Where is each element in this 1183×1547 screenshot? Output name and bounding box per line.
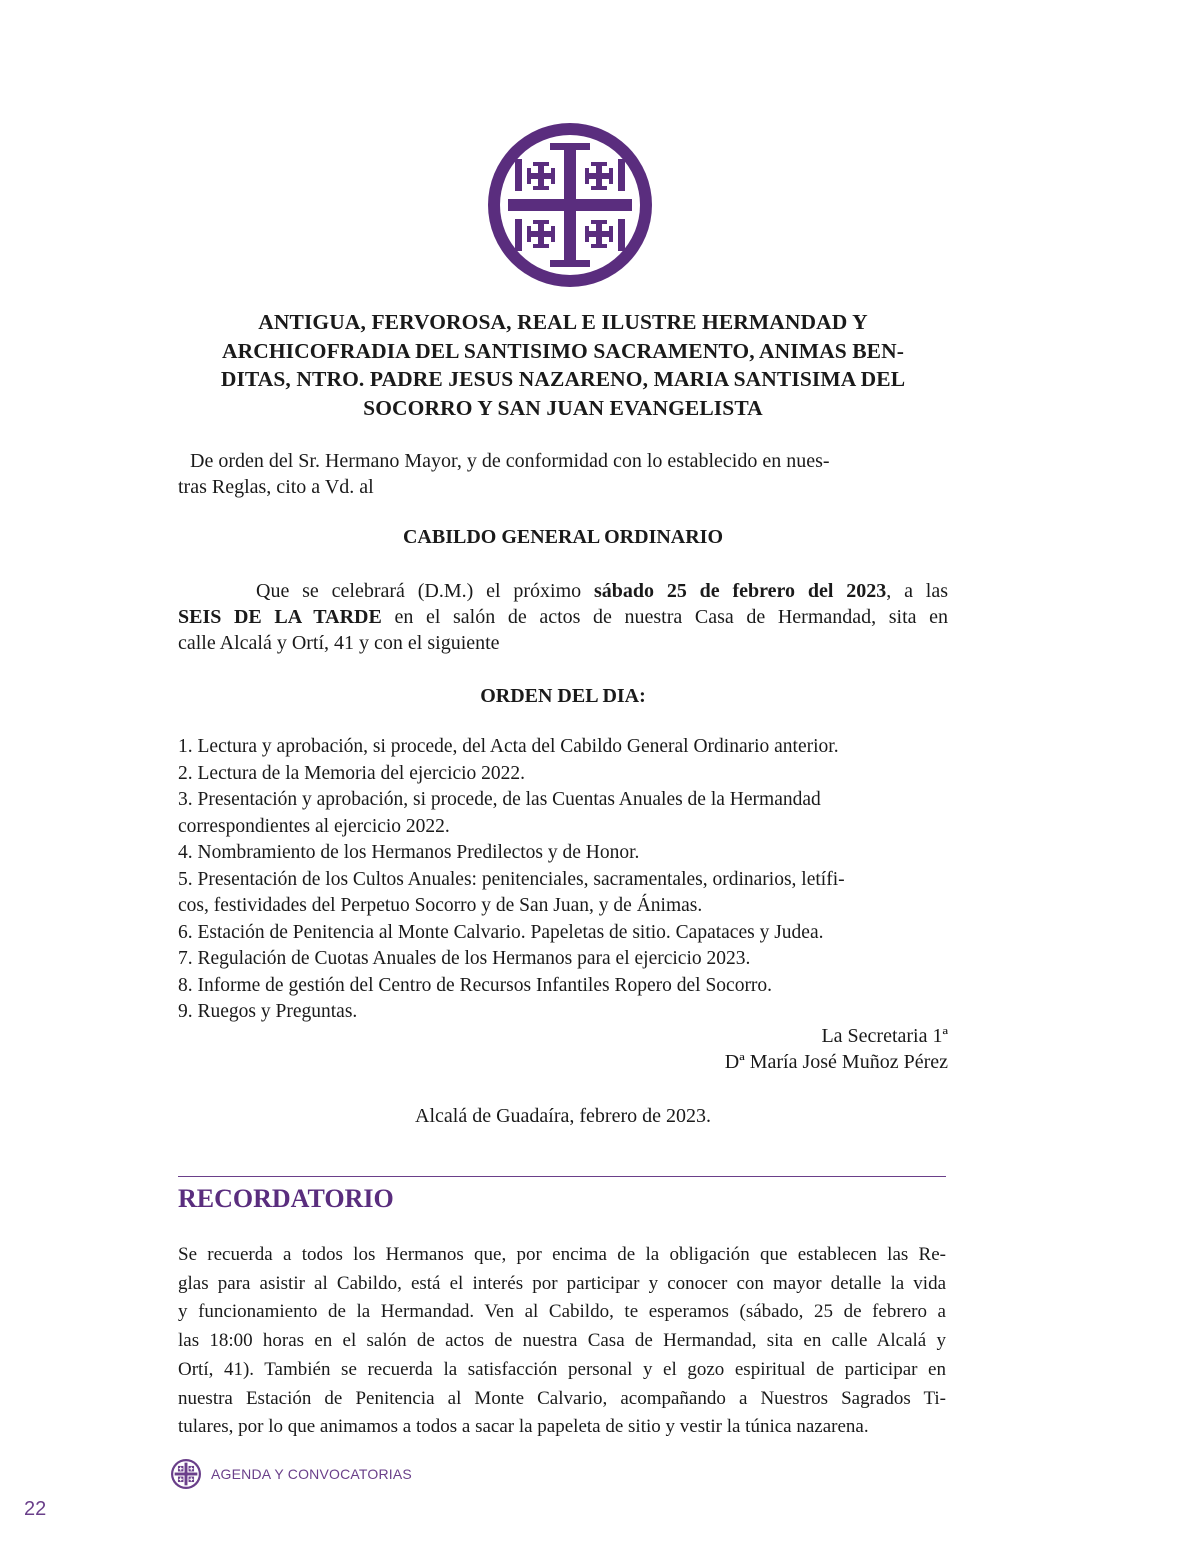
agenda-item: 1. Lectura y aprobación, si procede, del Acta del Cabildo General Ordinario anterior. <box>178 736 839 757</box>
signature-block <box>725 1023 948 1075</box>
reminder-line: nuestra Estación de Penitencia al Monte Calvario, acompañando a Nuestros Sagrados Ti- <box>178 1387 946 1409</box>
reminder-title: RECORDATORIO <box>178 1184 394 1213</box>
jerusalem-cross-icon <box>171 1459 201 1489</box>
intro-line: tras Reglas, cito a Vd. al <box>178 476 374 498</box>
title-line: ARCHICOFRADIA DEL SANTISIMO SACRAMENTO, ANIMAS BEN- <box>221 338 905 363</box>
reminder-line: glas para asistir al Cabildo, está el interés por participar y conocer con mayor detalle la vida <box>178 1272 946 1294</box>
agenda-title: ORDEN DEL DIA: <box>480 685 646 707</box>
meeting-date: sábado 25 de febrero del 2023 <box>593 580 887 602</box>
meeting-paragraph <box>178 578 948 656</box>
meeting-text: Que se celebrará (D.M.) el próximo <box>256 580 582 602</box>
meeting-line-1 <box>178 578 948 604</box>
meeting-text: en el salón de actos de nuestra Casa de Hermandad, sita en <box>394 606 949 628</box>
footer-icon-graphic <box>171 1459 201 1489</box>
agenda-item: 2. Lectura de la Memoria del ejercicio 2022. <box>178 762 526 784</box>
meeting-line-3: calle Alcalá y Ortí, 41 y con el siguiente <box>178 632 500 654</box>
footer-section-label: AGENDA Y CONVOCATORIAS <box>211 1466 412 1482</box>
agenda-item: 6. Estación de Penitencia al Monte Calvario. Papeletas de sitio. Capataces y Judea. <box>178 921 824 943</box>
reminder-line: Se recuerda a todos los Hermanos que, por encima de la obligación que establecen las Re- <box>178 1244 946 1265</box>
meeting-title: CABILDO GENERAL ORDINARIO <box>402 526 724 548</box>
intro-paragraph <box>178 448 948 500</box>
reminder-line: tulares, por lo que animamos a todos a sacar la papeleta de sitio y vestir la túnica nazarena. <box>178 1416 869 1438</box>
page-number: 22 <box>24 1498 47 1520</box>
signature-role: La Secretaria 1ª <box>821 1025 948 1047</box>
reminder-paragraph <box>178 1241 946 1442</box>
meeting-text: , a las <box>886 580 949 602</box>
agenda-item: 8. Informe de gestión del Centro de Recursos Infantiles Ropero del Socorro. <box>178 974 773 996</box>
agenda-item: 3. Presentación y aprobación, si procede, de las Cuentas Anuales de la Hermandad <box>178 789 821 810</box>
meeting-time: SEIS DE LA TARDE <box>178 606 382 628</box>
section-divider <box>178 1176 946 1177</box>
meeting-line-2 <box>178 604 948 630</box>
agenda-item-continuation: correspondientes al ejercicio 2022. <box>178 815 450 837</box>
agenda-list <box>178 734 948 1026</box>
title-line: ANTIGUA, FERVOROSA, REAL E ILUSTRE HERMANDAD Y <box>258 310 868 334</box>
signature-name: Dª María José Muñoz Pérez <box>724 1051 948 1073</box>
agenda-item: 7. Regulación de Cuotas Anuales de los Hermanos para el ejercicio 2023. <box>178 948 751 969</box>
emblem-graphic <box>488 123 652 287</box>
brotherhood-title <box>178 308 948 422</box>
place-date: Alcalá de Guadaíra, febrero de 2023. <box>415 1105 711 1127</box>
title-line: SOCORRO Y SAN JUAN EVANGELISTA <box>363 395 763 420</box>
reminder-line: Ortí, 41). También se recuerda la satisfacción personal y el gozo espiritual de participar en <box>178 1358 946 1380</box>
agenda-item-continuation: cos, festividades del Perpetuo Socorro y de San Juan, y de Ánimas. <box>178 895 703 916</box>
agenda-item: 9. Ruegos y Preguntas. <box>178 1001 358 1022</box>
intro-line: De orden del Sr. Hermano Mayor, y de conformidad con lo establecido en nues- <box>190 450 830 472</box>
reminder-line: las 18:00 horas en el salón de actos de nuestra Casa de Hermandad, sita en calle Alcalá y <box>178 1330 946 1352</box>
jerusalem-cross-emblem-icon <box>488 123 652 287</box>
reminder-line: y funcionamiento de la Hermandad. Ven al Cabildo, te esperamos (sábado, 25 de febrero a <box>178 1301 946 1323</box>
agenda-item: 4. Nombramiento de los Hermanos Predilectos y de Honor. <box>178 842 640 863</box>
title-line: DITAS, NTRO. PADRE JESUS NAZARENO, MARIA SANTISIMA DEL <box>220 367 906 391</box>
agenda-item: 5. Presentación de los Cultos Anuales: penitenciales, sacramentales, ordinarios, letífi- <box>178 868 845 890</box>
